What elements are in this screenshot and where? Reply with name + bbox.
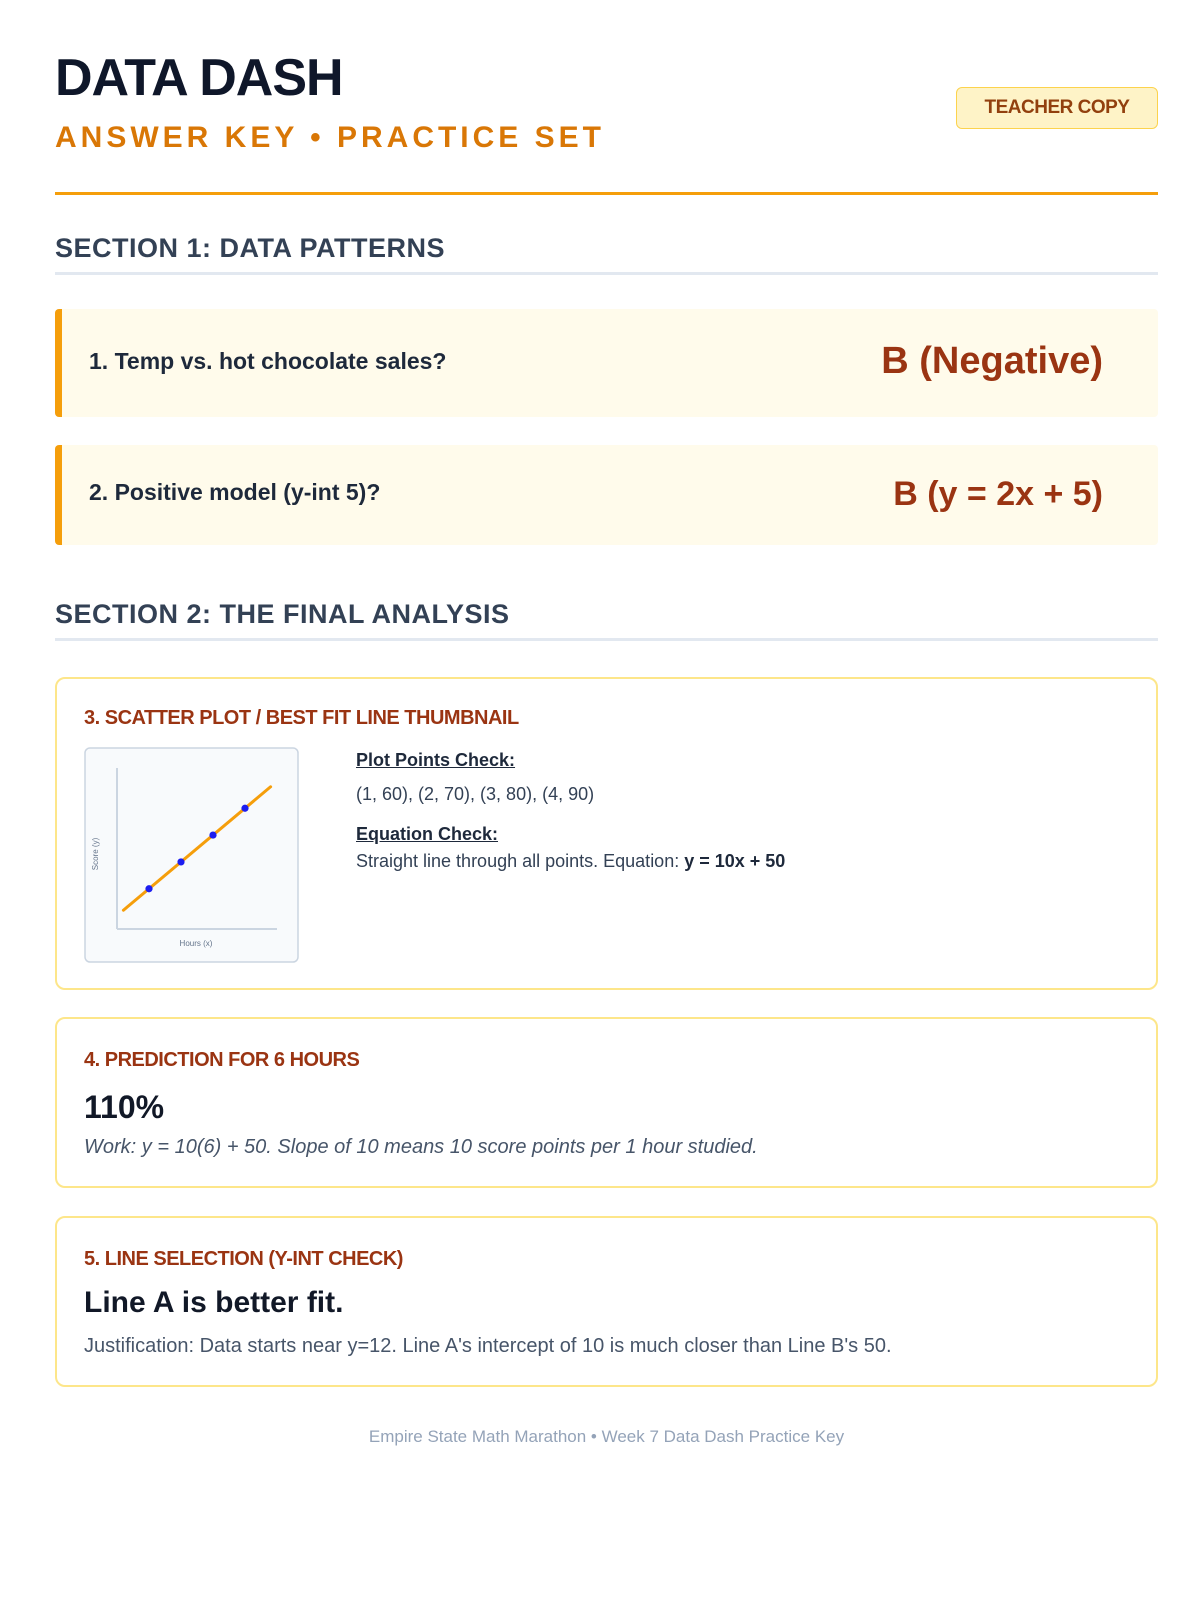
equation-check-line (356, 851, 1116, 872)
question-3-heading: 3. SCATTER PLOT / BEST FIT LINE THUMBNAIL (84, 707, 519, 729)
question-3-checks (356, 750, 1116, 872)
equation-value: y = 10x + 50 (684, 851, 786, 871)
x-axis-label: Hours (x) (179, 939, 213, 948)
scatter-point-4 (241, 805, 248, 812)
question-4-answer: 110% (84, 1089, 165, 1125)
question-1-answer: B (Negative) (881, 340, 1103, 382)
question-5-heading: 5. LINE SELECTION (Y-INT CHECK) (84, 1248, 403, 1270)
plot-points-values: (1, 60), (2, 70), (3, 80), (4, 90) (356, 784, 595, 804)
y-axis-label: Score (y) (91, 837, 100, 871)
question-1-row (55, 309, 1158, 417)
plot-points-label: Plot Points Check: (356, 750, 516, 770)
question-5-answer: Line A is better fit. (84, 1286, 344, 1319)
question-4-heading: 4. PREDICTION FOR 6 HOURS (84, 1049, 360, 1071)
question-5-justification: Justification: Data starts near y=12. Line A's intercept of 10 is much closer than Line B's 50. (84, 1335, 892, 1357)
section-1-title: SECTION 1: DATA PATTERNS (55, 233, 1158, 275)
content (55, 0, 1158, 1446)
question-2-text: 2. Positive model (y-int 5)? (89, 479, 381, 505)
question-2-answer: B (y = 2x + 5) (893, 475, 1103, 513)
page-subtitle: ANSWER KEY • PRACTICE SET (55, 121, 605, 154)
scatter-plot-svg (84, 747, 299, 963)
equation-text: Straight line through all points. Equation: (356, 851, 685, 871)
question-4-work: Work: y = 10(6) + 50. Slope of 10 means 10 score points per 1 hour studied. (84, 1136, 758, 1158)
page-title: DATA DASH (55, 49, 343, 107)
question-2-row (55, 445, 1158, 545)
question-5-card (55, 1216, 1158, 1387)
section-2-title: SECTION 2: THE FINAL ANALYSIS (55, 599, 1158, 641)
page-footer: Empire State Math Marathon • Week 7 Data Dash Practice Key (368, 1427, 845, 1446)
equation-check-label: Equation Check: (356, 824, 499, 844)
question-1-text: 1. Temp vs. hot chocolate sales? (89, 348, 447, 374)
page-header (55, 0, 1158, 195)
scatter-plot-thumbnail (84, 747, 299, 963)
scatter-point-1 (145, 885, 152, 892)
teacher-copy-badge: TEACHER COPY (956, 87, 1158, 129)
scatter-point-3 (209, 831, 216, 838)
question-4-card (55, 1017, 1158, 1188)
question-3-card (55, 677, 1158, 990)
scatter-point-2 (177, 858, 184, 865)
